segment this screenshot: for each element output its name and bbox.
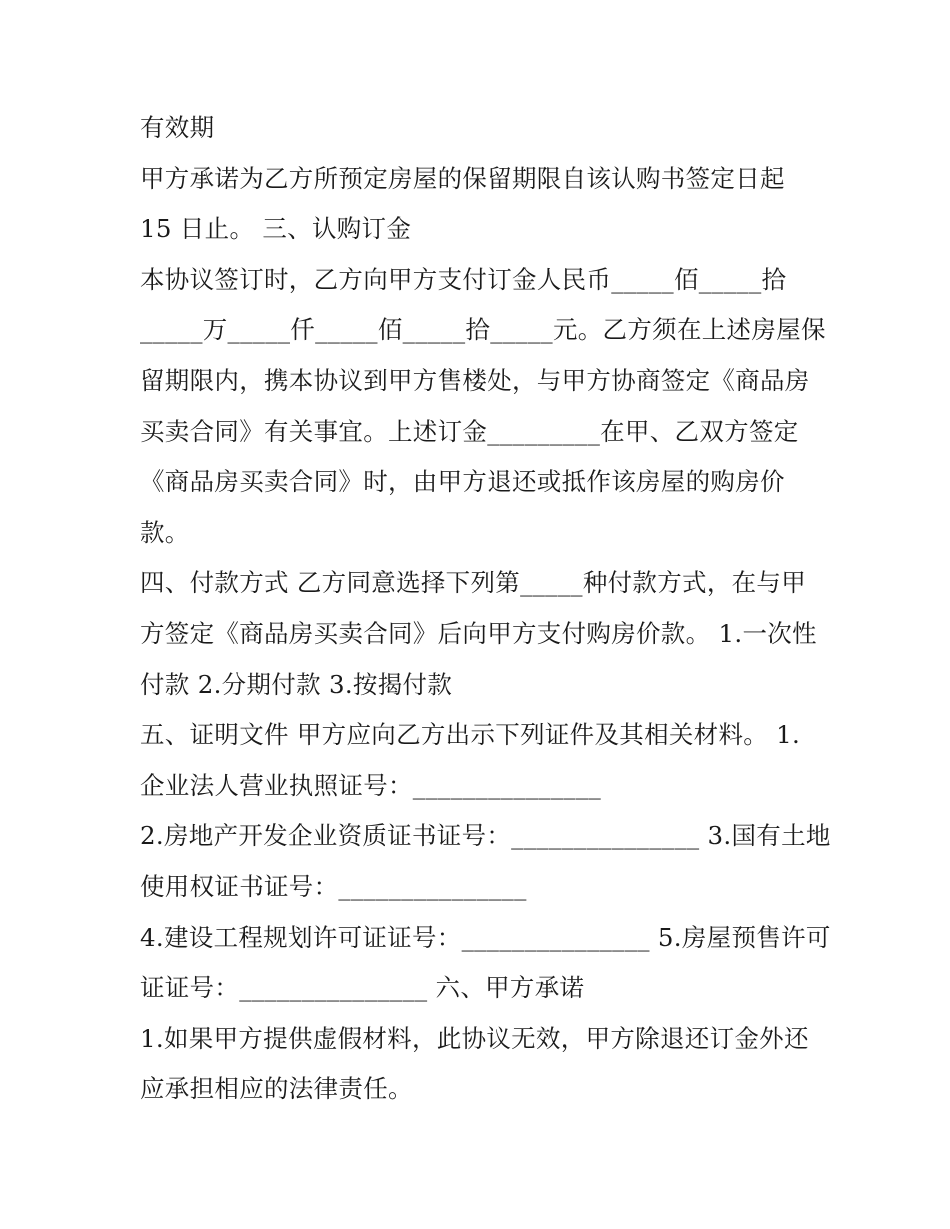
text-line-04: 本协议签订时，乙方向甲方支付订金人民币_____佰_____拾 [140, 264, 787, 294]
text-line-03: 15 日止。 三、认购订金 [140, 214, 412, 244]
text-line-13: 五、证明文件 甲方应向乙方出示下列证件及其相关材料。 1. [140, 720, 801, 750]
text-line-18: 证证号：_______________ 六、甲方承诺 [140, 973, 585, 1003]
text-line-11: 方签定《商品房买卖合同》后向甲方支付购房价款。 1.一次性 [140, 618, 817, 648]
text-line-20: 应承担相应的法律责任。 [140, 1074, 413, 1104]
text-line-07: 买卖合同》有关事宜。上述订金_________在甲、乙双方签定 [140, 416, 799, 446]
text-line-08: 《商品房买卖合同》时，由甲方退还或抵作该房屋的购房价 [140, 467, 785, 497]
text-line-06: 留期限内，携本协议到甲方售楼处，与甲方协商签定《商品房 [140, 365, 810, 395]
text-line-14: 企业法人营业执照证号：_______________ [140, 770, 602, 800]
text-line-12: 付款 2.分期付款 3.按揭付款 [140, 669, 453, 699]
text-line-05: _____万_____仟_____佰_____拾_____元。乙方须在上述房屋保 [140, 315, 826, 345]
document-page [140, 103, 831, 1115]
text-line-16: 使用权证书证号：_______________ [140, 871, 527, 901]
text-line-01: 有效期 [140, 113, 215, 142]
text-line-10: 四、付款方式 乙方同意选择下列第_____种付款方式，在与甲 [140, 568, 807, 598]
text-line-09: 款。 [140, 517, 190, 547]
text-line-15: 2.房地产开发企业资质证书证号：_______________ 3.国有土地 [140, 821, 831, 851]
text-line-02: 甲方承诺为乙方所预定房屋的保留期限自该认购书签定日起 [140, 163, 785, 193]
text-line-17: 4.建设工程规划许可证证号：_______________ 5.房屋预售许可 [140, 922, 831, 952]
text-line-19: 1.如果甲方提供虚假材料，此协议无效，甲方除退还订金外还 [140, 1023, 809, 1053]
